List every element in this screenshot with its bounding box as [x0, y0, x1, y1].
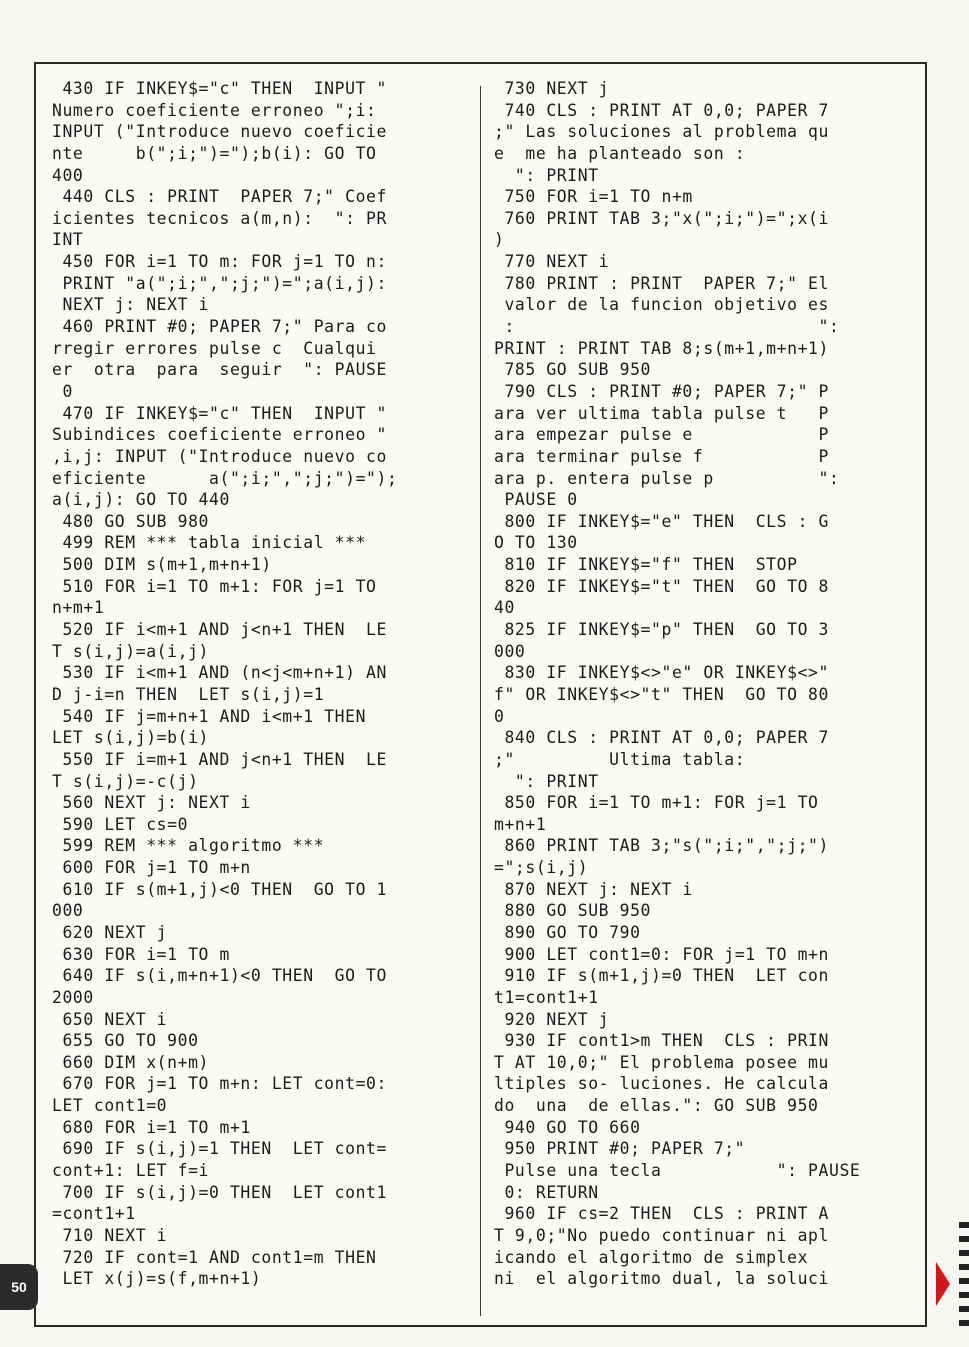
code-line: 530 IF i<m+1 AND (n<j<m+n+1) AN	[52, 663, 387, 683]
code-line: 655 GO TO 900	[52, 1031, 199, 1051]
code-line: 860 PRINT TAB 3;"s(";i;",";j;")	[494, 836, 829, 856]
code-line: 520 IF i<m+1 AND j<n+1 THEN LE	[52, 620, 387, 640]
code-line: eficiente a(";i;",";j;")=");	[52, 468, 398, 488]
code-line: T s(i,j)=-c(j)	[52, 771, 199, 791]
code-line: 760 PRINT TAB 3;"x(";i;")=";x(i	[494, 208, 829, 228]
code-line: 000	[494, 641, 526, 661]
code-line: 830 IF INKEY$<>"e" OR INKEY$<>"	[494, 663, 829, 683]
code-line: T s(i,j)=a(i,j)	[52, 641, 210, 661]
code-line: 500 DIM s(m+1,m+n+1)	[52, 555, 272, 575]
code-line: PRINT : PRINT TAB 8;s(m+1,m+n+1)	[494, 338, 829, 358]
code-line: icando el algoritmo de simplex	[494, 1247, 809, 1267]
code-line: 785 GO SUB 950	[494, 360, 652, 380]
code-line: 840 CLS : PRINT AT 0,0; PAPER 7	[494, 728, 829, 748]
code-line: 770 NEXT i	[494, 252, 610, 272]
code-line: rregir errores pulse c Cualqui	[52, 338, 377, 358]
code-line: 440 CLS : PRINT PAPER 7;" Coef	[52, 187, 387, 207]
code-line: 890 GO TO 790	[494, 922, 641, 942]
code-line: e me ha planteado son :	[494, 143, 746, 163]
code-line: 40	[494, 598, 515, 618]
edge-marker	[959, 1222, 969, 1332]
code-line: 540 IF j=m+n+1 AND i<m+1 THEN	[52, 706, 367, 726]
code-line: 610 IF s(m+1,j)<0 THEN GO TO 1	[52, 879, 387, 899]
code-line: 450 FOR i=1 TO m: FOR j=1 TO n:	[52, 252, 387, 272]
code-line: =";s(i,j)	[494, 858, 589, 878]
code-listing-left	[52, 78, 472, 1290]
code-line: Subindices coeficiente erroneo "	[52, 425, 387, 445]
code-line: t1=cont1+1	[494, 987, 599, 1007]
code-line: nte b(";i;")=");b(i): GO TO	[52, 143, 377, 163]
code-line: 800 IF INKEY$="e" THEN CLS : G	[494, 511, 829, 531]
code-line: 470 IF INKEY$="c" THEN INPUT "	[52, 403, 387, 423]
code-line: INT	[52, 230, 84, 250]
code-line: cont+1: LET f=i	[52, 1161, 210, 1181]
code-line: )	[494, 230, 505, 250]
code-line: 950 PRINT #0; PAPER 7;"	[494, 1139, 746, 1159]
code-line: Pulse una tecla ": PAUSE	[494, 1161, 861, 1181]
code-line: 560 NEXT j: NEXT i	[52, 793, 251, 813]
code-line: 730 NEXT j	[494, 79, 610, 98]
code-line: 790 CLS : PRINT #0; PAPER 7;" P	[494, 381, 829, 401]
code-line: 460 PRINT #0; PAPER 7;" Para co	[52, 317, 387, 337]
code-line: 0: RETURN	[494, 1182, 599, 1202]
code-line: 750 FOR i=1 TO n+m	[494, 187, 693, 207]
code-line: f" OR INKEY$<>"t" THEN GO TO 80	[494, 684, 829, 704]
code-line: 810 IF INKEY$="f" THEN STOP	[494, 555, 798, 575]
code-line: 650 NEXT i	[52, 1009, 168, 1029]
code-line: O TO 130	[494, 533, 578, 553]
code-line: Numero coeficiente erroneo ";i:	[52, 100, 377, 120]
code-line: 820 IF INKEY$="t" THEN GO TO 8	[494, 576, 829, 596]
code-listing-right	[494, 78, 918, 1290]
code-line: 590 LET cs=0	[52, 814, 189, 834]
code-line: NEXT j: NEXT i	[52, 295, 210, 315]
code-line: 700 IF s(i,j)=0 THEN LET cont1	[52, 1182, 387, 1202]
code-line: 0	[494, 706, 505, 726]
code-line: 710 NEXT i	[52, 1225, 168, 1245]
code-line: : ":	[494, 317, 840, 337]
code-line: valor de la funcion objetivo es	[494, 295, 829, 315]
code-line: 720 IF cont=1 AND cont1=m THEN	[52, 1247, 377, 1267]
code-line: m+n+1	[494, 814, 547, 834]
code-line: 499 REM *** tabla inicial ***	[52, 533, 367, 553]
code-line: 430 IF INKEY$="c" THEN INPUT "	[52, 79, 387, 98]
code-line: 599 REM *** algoritmo ***	[52, 836, 325, 856]
code-line: ara terminar pulse f P	[494, 446, 829, 466]
code-line: 600 FOR j=1 TO m+n	[52, 858, 251, 878]
code-line: n+m+1	[52, 598, 105, 618]
code-line: 2000	[52, 987, 94, 1007]
code-line: ": PRINT	[494, 165, 599, 185]
code-line: er otra para seguir ": PAUSE	[52, 360, 387, 380]
code-line: do una de ellas.": GO SUB 950	[494, 1096, 819, 1116]
code-line: 000	[52, 901, 84, 921]
code-line: 400	[52, 165, 84, 185]
next-page-arrow-icon	[936, 1262, 950, 1306]
code-line: D j-i=n THEN LET s(i,j)=1	[52, 684, 325, 704]
code-line: 660 DIM x(n+m)	[52, 1052, 210, 1072]
code-line: T AT 10,0;" El problema posee mu	[494, 1052, 829, 1072]
code-line: PRINT "a(";i;",";j;")=";a(i,j):	[52, 273, 387, 293]
code-line: ni el algoritmo dual, la soluci	[494, 1269, 829, 1289]
code-line: ara p. entera pulse p ":	[494, 468, 840, 488]
code-line: ltiples so- luciones. He calcula	[494, 1074, 829, 1094]
code-line: 740 CLS : PRINT AT 0,0; PAPER 7	[494, 100, 829, 120]
code-line: 920 NEXT j	[494, 1009, 610, 1029]
code-line: 960 IF cs=2 THEN CLS : PRINT A	[494, 1204, 829, 1224]
code-line: 930 IF cont1>m THEN CLS : PRIN	[494, 1031, 829, 1051]
code-line: 480 GO SUB 980	[52, 511, 210, 531]
code-line: LET cont1=0	[52, 1096, 168, 1116]
code-line: =cont1+1	[52, 1204, 136, 1224]
page-number: 50	[0, 1264, 38, 1310]
column-divider	[480, 86, 481, 1316]
code-line: a(i,j): GO TO 440	[52, 490, 230, 510]
code-line: 850 FOR i=1 TO m+1: FOR j=1 TO	[494, 793, 819, 813]
code-line: 630 FOR i=1 TO m	[52, 944, 230, 964]
code-line: ": PRINT	[494, 771, 599, 791]
code-line: 900 LET cont1=0: FOR j=1 TO m+n	[494, 944, 829, 964]
code-line: 680 FOR i=1 TO m+1	[52, 1117, 251, 1137]
code-line: ara empezar pulse e P	[494, 425, 829, 445]
code-line: ara ver ultima tabla pulse t P	[494, 403, 829, 423]
code-line: ;" Ultima tabla:	[494, 749, 746, 769]
code-line: 0	[52, 381, 73, 401]
code-line: PAUSE 0	[494, 490, 578, 510]
code-line: 620 NEXT j	[52, 922, 168, 942]
code-line: 640 IF s(i,m+n+1)<0 THEN GO TO	[52, 966, 387, 986]
code-line: 510 FOR i=1 TO m+1: FOR j=1 TO	[52, 576, 377, 596]
code-line: LET s(i,j)=b(i)	[52, 728, 210, 748]
code-line: 690 IF s(i,j)=1 THEN LET cont=	[52, 1139, 387, 1159]
code-line: 910 IF s(m+1,j)=0 THEN LET con	[494, 966, 829, 986]
code-line: 880 GO SUB 950	[494, 901, 652, 921]
code-line: INPUT ("Introduce nuevo coeficie	[52, 122, 387, 142]
code-line: 670 FOR j=1 TO m+n: LET cont=0:	[52, 1074, 387, 1094]
code-line: 940 GO TO 660	[494, 1117, 641, 1137]
code-line: 870 NEXT j: NEXT i	[494, 879, 693, 899]
code-line: T 9,0;"No puedo continuar ni apl	[494, 1225, 829, 1245]
code-line: 825 IF INKEY$="p" THEN GO TO 3	[494, 620, 829, 640]
code-line: LET x(j)=s(f,m+n+1)	[52, 1269, 262, 1289]
code-line: icientes tecnicos a(m,n): ": PR	[52, 208, 387, 228]
code-line: ;" Las soluciones al problema qu	[494, 122, 829, 142]
code-line: 550 IF i=m+1 AND j<n+1 THEN LE	[52, 749, 387, 769]
code-line: 780 PRINT : PRINT PAPER 7;" El	[494, 273, 829, 293]
code-line: ,i,j: INPUT ("Introduce nuevo co	[52, 446, 387, 466]
